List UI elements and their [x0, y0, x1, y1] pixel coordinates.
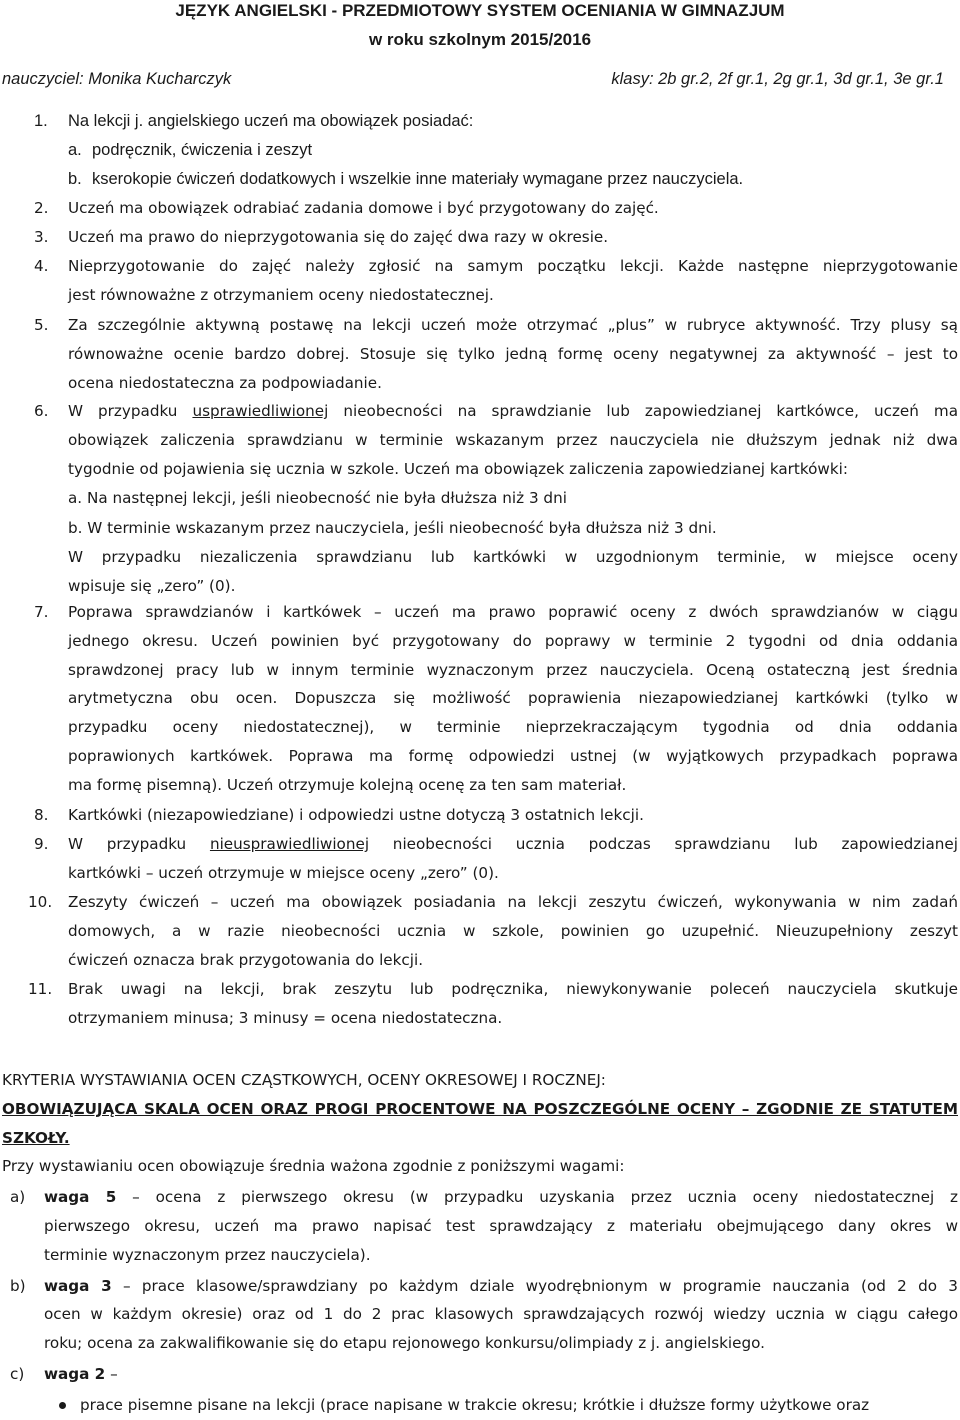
rule-text-line: Zeszyty ćwiczeń – uczeń ma obowiązek posiadania na lekcji zeszytu ćwiczeń, wykonywania w nim zadań	[68, 893, 958, 911]
text-span: W przypadku	[68, 835, 210, 853]
rule-text-line	[68, 830, 958, 859]
text-span: – prace klasowe/sprawdziany po każdym dziale wyodrębnionym w programie nauczania (od 2 do 3	[111, 1276, 958, 1295]
rule-number: 3.	[34, 228, 49, 246]
text-span: – ocena z pierwszego okresu (w przypadku uzyskania przez ucznia oceny niedostatecznej z	[116, 1188, 958, 1207]
rule-text-line	[68, 397, 958, 426]
rule-text-line: Za szczególnie aktywną postawę na lekcji uczeń może otrzymać „plus” w rubryce aktywność. Trzy plusy są	[68, 316, 958, 334]
item-line	[44, 1360, 958, 1389]
weight-label: waga 5	[44, 1188, 117, 1207]
rule-6-subitem-a: a. Na następnej lekcji, jeśli nieobecność nie była dłuższa niż 3 dni	[68, 489, 567, 508]
weight-item-c	[2, 1360, 958, 1389]
item-label: a)	[10, 1188, 26, 1207]
rule-text-line: domowych, a w razie nieobecności ucznia w szkole, powinien go uzupełnić. Nieuzupełniony zeszyt	[68, 921, 958, 940]
rule-text: Na lekcji j. angielskiego uczeń ma obowiązek posiadać:	[68, 112, 474, 130]
rule-text-line: Poprawa sprawdzianów i kartkówek – uczeń ma prawo poprawić oceny z dwóch sprawdzianów w ciągu	[68, 603, 958, 621]
underlined-term: usprawiedliwionej	[192, 402, 329, 420]
document-subtitle: w roku szkolnym 2015/2016	[368, 30, 592, 49]
item-label: b)	[10, 1276, 26, 1295]
rule-text-line: równoważne ocenie bardzo dobrej. Stosuje się tylko jedną formę oceny negatywnej za aktywność – jest to	[68, 344, 958, 363]
item-line	[44, 1183, 958, 1212]
rule-number: 9.	[34, 835, 49, 853]
weight-item-b	[2, 1272, 958, 1358]
rule-text-line: wpisuje się „zero” (0).	[68, 576, 236, 595]
rule-number: 1.	[34, 112, 48, 130]
rule-text-line: tygodnie od pojawienia się ucznia w szkole. Uczeń ma obowiązek zaliczenia zapowiedzianej kartkówki:	[68, 459, 848, 478]
rule-text-line: W przypadku niezaliczenia sprawdzianu lub kartkówki w uzgodnionym terminie, w miejsce oceny	[68, 547, 958, 566]
rule-text-line: ćwiczeń oznacza brak przygotowania do lekcji.	[68, 950, 424, 969]
rule-text-line: otrzymaniem minusa; 3 minusy = ocena niedostateczna.	[68, 1008, 503, 1027]
rule-number: 11.	[28, 980, 53, 998]
teacher-name: nauczyciel: Monika Kucharczyk	[2, 70, 232, 88]
bullet-text: prace pisemne pisane na lekcji (prace napisane w trakcie okresu; krótkie i dłuższe formy użytkowe oraz	[80, 1395, 870, 1414]
rule-number: 4.	[34, 257, 49, 275]
rule-number: 6.	[34, 402, 49, 420]
weight-label: waga 2	[44, 1364, 106, 1383]
subitem-text: podręcznik, ćwiczenia i zeszyt	[92, 141, 313, 159]
text-span: –	[105, 1364, 118, 1383]
bullet-icon	[59, 1402, 66, 1409]
weight-label: waga 3	[44, 1276, 112, 1295]
rule-number: 8.	[34, 806, 49, 824]
rule-text-line: obowiązek zaliczenia sprawdzianu w terminie wskazanym przez nauczyciela nie dłuższym jednak niż dwa	[68, 430, 958, 449]
rule-text: Uczeń ma prawo do nieprzygotowania się do zajęć dwa razy w okresie.	[68, 228, 609, 246]
text-span: nieobecności na sprawdzianie lub zapowiedzianej kartkówce, uczeń ma	[328, 402, 958, 420]
item-line	[44, 1272, 958, 1301]
rule-text: Kartkówki (niezapowiedziane) i odpowiedzi ustne dotyczą 3 ostatnich lekcji.	[68, 806, 644, 824]
rule-text: Uczeń ma obowiązek odrabiać zadania domowe i być przygotowany do zajęć.	[68, 199, 659, 217]
rule-text-line: ocena niedostateczna za podpowiadanie.	[68, 373, 382, 392]
document-title: JĘZYK ANGIELSKI - PRZEDMIOTOWY SYSTEM OCENIANIA W GIMNAZJUM	[175, 1, 785, 20]
subitem-text: kserokopie ćwiczeń dodatkowych i wszelkie inne materiały wymagane przez nauczyciela.	[92, 170, 744, 188]
item-line: ocen w każdym okresie) oraz od 1 do 2 prac klasowych sprawdzających rozwój wiedzy ucznia w ciągu całego	[44, 1305, 958, 1324]
rule-text-line: ma formę pisemną). Uczeń otrzymuje kolejną ocenę za ten sam materiał.	[68, 775, 627, 794]
rule-text-line: jest równoważne z otrzymaniem oceny niedostatecznej.	[68, 285, 494, 304]
weights-intro: Przy wystawianiu ocen obowiązuje średnia ważona zgodnie z poniższymi wagami:	[2, 1157, 625, 1176]
criteria-section	[2, 1066, 958, 1420]
item-label: c)	[10, 1364, 25, 1383]
grading-scale-notice: OBOWIĄZUJĄCA SKALA OCEN ORAZ PROGI PROCENTOWE NA POSZCZEGÓLNE OCENY – ZGODNIE ZE STATUTEM	[2, 1099, 958, 1118]
underlined-term: nieusprawiedliwionej	[209, 835, 370, 853]
rule-6-subitem-b: b. W terminie wskazanym przez nauczyciela, jeśli nieobecność była dłuższa niż 3 dni.	[68, 519, 717, 538]
subitem-label: b.	[68, 170, 82, 188]
item-line: terminie wyznaczonym przez nauczyciela).	[44, 1245, 371, 1264]
rule-text-line: przypadku oceny niedostatecznej), w terminie nieprzekraczającym tygodnia od dnia oddania	[68, 718, 958, 737]
rule-text-line: jednego okresu. Uczeń powinien być przygotowany do poprawy w terminie 2 tygodni od dnia oddania	[68, 631, 958, 650]
text-span: nieobecności ucznia podczas sprawdzianu lub zapowiedzianej	[369, 835, 958, 853]
class-list: klasy: 2b gr.2, 2f gr.1, 2g gr.1, 3d gr.1, 3e gr.1	[611, 70, 944, 88]
rule-number: 5.	[34, 316, 49, 334]
bullet-item	[2, 1391, 958, 1420]
text-span: W przypadku	[68, 402, 193, 420]
grading-scale-notice-end: SZKOŁY.	[2, 1128, 70, 1147]
subitem-label: a.	[68, 141, 82, 159]
rule-number: 10.	[28, 893, 53, 911]
item-line: pierwszego okresu, uczeń ma prawo napisać test sprawdzający z materiału obejmującego dany okres w	[44, 1216, 958, 1235]
rule-text-line: sprawdzonej pracy lub w innym terminie wyznaczonym przez nauczyciela. Oceną ostateczną jest średnia	[68, 660, 958, 679]
rule-text-line: poprawionych kartkówek. Poprawa ma formę odpowiedzi ustnej (w wyjątkowych przypadkach poprawa	[68, 746, 958, 765]
criteria-heading: KRYTERIA WYSTAWIANIA OCEN CZĄSTKOWYCH, OCENY OKRESOWEJ I ROCZNEJ:	[2, 1071, 606, 1089]
rule-text-line: Brak uwagi na lekcji, brak zeszytu lub podręcznika, niewykonywanie poleceń nauczyciela skutkuje	[68, 980, 958, 998]
rule-text-line: Nieprzygotowanie do zajęć należy zgłosić na samym początku lekcji. Każde następne nieprzygotowanie	[68, 257, 958, 275]
rule-number: 2.	[34, 199, 49, 217]
rule-text-line: kartkówki – uczeń otrzymuje w miejsce oceny „zero” (0).	[68, 863, 499, 882]
item-line: roku; ocena za zakwalifikowanie się do etapu rejonowego konkursu/olimpiady z j. angielskiego.	[44, 1334, 765, 1353]
weight-item-a	[2, 1183, 958, 1269]
rule-number: 7.	[34, 603, 49, 621]
rule-text-line: arytmetyczna obu ocen. Dopuszcza się możliwość poprawienia niezapowiedzianej kartkówki (tylko w	[68, 689, 958, 708]
